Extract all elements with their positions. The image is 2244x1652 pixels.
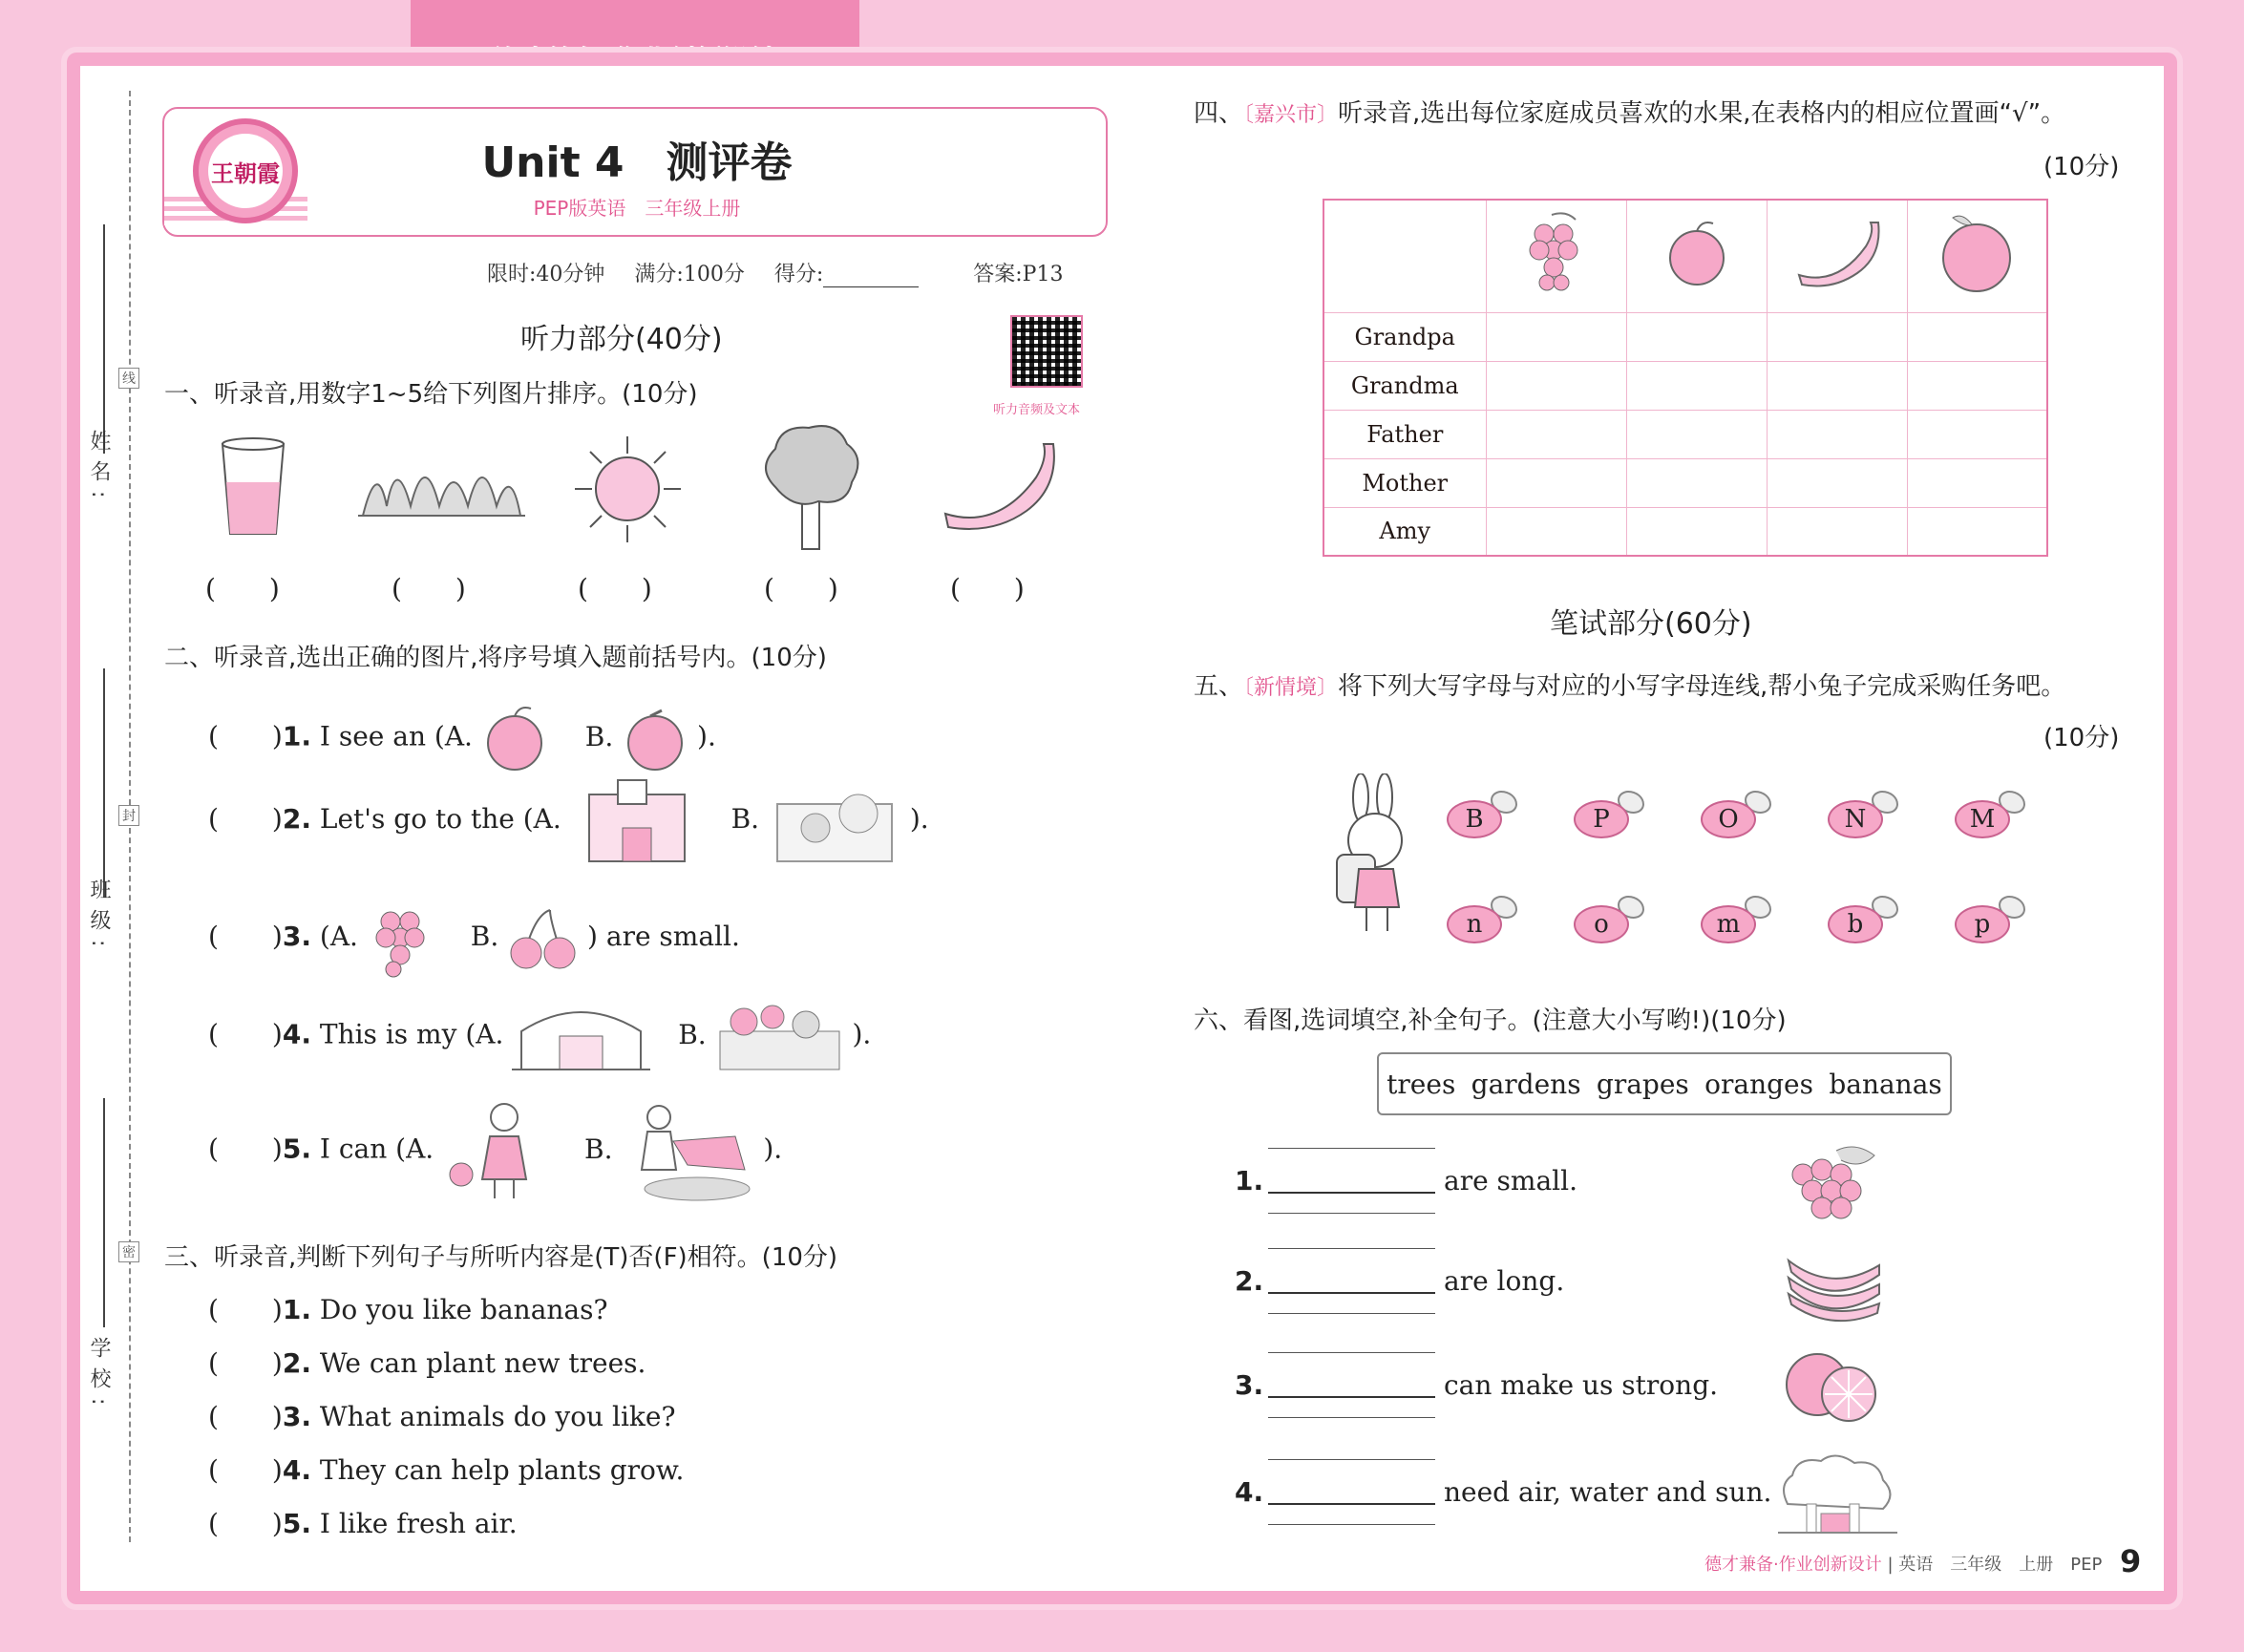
grapes-col xyxy=(1486,200,1626,312)
q2-mid-2: B. xyxy=(730,803,760,835)
q4-title xyxy=(1194,94,2065,129)
cell[interactable] xyxy=(1486,312,1626,361)
footer-info: | 英语 三年级 上册 PEP xyxy=(1887,1555,2103,1575)
school-line xyxy=(103,1098,105,1327)
word-option: trees xyxy=(1387,1068,1456,1100)
q4-prefix: 四、 xyxy=(1194,99,1244,128)
girl-watering-icon xyxy=(621,1098,754,1203)
q2-item-5 xyxy=(208,1098,782,1203)
q2-num-3: 3. xyxy=(282,921,311,952)
answer-paren[interactable]: ( ) xyxy=(208,1347,283,1379)
q3-item-3 xyxy=(208,1396,675,1434)
q2-after-2: ). xyxy=(909,803,929,835)
answer-line-3[interactable] xyxy=(1268,1396,1435,1398)
cell[interactable] xyxy=(1626,507,1767,556)
page-title: Unit 4 测评卷 xyxy=(481,138,793,187)
word-option: grapes xyxy=(1596,1068,1689,1100)
guide-line xyxy=(1268,1313,1435,1314)
q1-blank-5[interactable]: ( ) xyxy=(950,573,1025,604)
orange-col xyxy=(1907,200,2047,312)
word-option: gardens xyxy=(1471,1068,1581,1100)
answer-paren[interactable]: ( ) xyxy=(208,803,283,835)
page-number: 9 xyxy=(2120,1543,2142,1579)
answer-paren[interactable]: ( ) xyxy=(208,1294,283,1325)
cherries-icon xyxy=(507,905,579,972)
answer-paren[interactable]: ( ) xyxy=(208,921,283,952)
row-label-grandpa: Grandpa xyxy=(1323,312,1486,361)
qr-code-icon[interactable] xyxy=(1010,315,1083,388)
q1-blank-1[interactable]: ( ) xyxy=(205,573,280,604)
q1-title: 一、听录音,用数字1~5给下列图片排序。(10分) xyxy=(164,380,698,409)
q2-after-5: ). xyxy=(763,1133,783,1165)
q2-after-1: ). xyxy=(697,720,716,752)
row-grandma xyxy=(1323,361,2047,410)
q6-text-4: need air, water and sun. xyxy=(1444,1476,1772,1508)
upper-letter: M xyxy=(1955,800,2010,838)
glass-of-juice-icon xyxy=(215,434,291,540)
page-footer xyxy=(1704,1551,2102,1576)
guide-line xyxy=(1268,1213,1435,1214)
q2-num-2: 2. xyxy=(282,803,311,835)
lower-letter: p xyxy=(1955,905,2010,943)
q3-text-5: I like fresh air. xyxy=(319,1508,518,1539)
fruit-table-header xyxy=(1323,200,2047,312)
q3-num-4: 4. xyxy=(282,1454,311,1486)
q2-item-3 xyxy=(208,898,740,979)
exam-info xyxy=(487,258,1086,287)
footer-brand: 德才兼备·作业创新设计 xyxy=(1704,1555,1882,1575)
carrot-lower-1[interactable] xyxy=(1447,896,1517,945)
cell[interactable] xyxy=(1907,312,2047,361)
q3-title: 三、听录音,判断下列句子与所听内容是(T)否(F)相符。(10分) xyxy=(164,1243,838,1272)
cell[interactable] xyxy=(1907,361,2047,410)
apple-icon xyxy=(481,705,548,772)
upper-letter: N xyxy=(1828,800,1883,838)
apple-col xyxy=(1626,200,1767,312)
guide-line xyxy=(1268,1524,1435,1525)
score-label: 得分: xyxy=(773,263,824,286)
cell[interactable] xyxy=(1626,458,1767,507)
q6-text-1: are small. xyxy=(1444,1165,1577,1197)
q3-item-5 xyxy=(208,1503,518,1541)
trees-icon xyxy=(1778,1451,1897,1537)
cell[interactable] xyxy=(1626,312,1767,361)
word-bank xyxy=(1377,1052,1952,1115)
grapes-icon xyxy=(367,898,434,979)
cell[interactable] xyxy=(1907,458,2047,507)
lower-letter: b xyxy=(1828,905,1883,943)
q2-mid-4: B. xyxy=(678,1018,707,1050)
girl-gardening-icon xyxy=(442,1098,547,1203)
answer-paren[interactable]: ( ) xyxy=(208,720,283,752)
row-mother xyxy=(1323,458,2047,507)
q2-before-4: This is my (A. xyxy=(319,1018,504,1050)
fruit-table xyxy=(1323,199,2048,557)
guide-line xyxy=(1268,1417,1435,1418)
lower-letter: o xyxy=(1574,905,1629,943)
cell[interactable] xyxy=(1626,410,1767,458)
name-label: 姓名: xyxy=(87,430,111,508)
school-icon xyxy=(570,775,704,866)
writing-heading: 笔试部分(60分) xyxy=(1550,607,1752,641)
mark-line: 线 xyxy=(118,368,139,389)
mark-close: 密 xyxy=(118,1241,139,1262)
cell[interactable] xyxy=(1767,361,1907,410)
q2-mid-3: B. xyxy=(470,921,499,952)
q2-before-3: (A. xyxy=(319,921,358,952)
carrot-lower-5[interactable] xyxy=(1955,896,2025,945)
answer-paren[interactable]: ( ) xyxy=(208,1018,283,1050)
q2-before-2: Let's go to the (A. xyxy=(319,803,561,835)
carrot-upper-3[interactable] xyxy=(1701,791,1771,840)
guide-line xyxy=(1268,1352,1435,1353)
q6-num-3: 3. xyxy=(1235,1369,1264,1401)
q6-title: 六、看图,选词填空,补全句子。(注意大小写哟!)(10分) xyxy=(1194,1006,1787,1035)
class-line xyxy=(103,668,105,898)
answer-paren[interactable]: ( ) xyxy=(208,1401,283,1432)
listening-heading: 听力部分(40分) xyxy=(520,323,723,356)
q3-text-2: We can plant new trees. xyxy=(319,1347,646,1379)
banana-icon xyxy=(1794,218,1880,289)
garden-icon xyxy=(715,998,844,1074)
q2-before-1: I see an (A. xyxy=(319,720,473,752)
q6-num-2: 2. xyxy=(1235,1265,1264,1297)
q5-prefix: 五、 xyxy=(1194,672,1244,701)
title-header xyxy=(162,107,1108,237)
carrot-upper-2[interactable] xyxy=(1574,791,1644,840)
upper-letter: P xyxy=(1574,800,1629,838)
carrot-lower-4[interactable] xyxy=(1828,896,1898,945)
row-father xyxy=(1323,410,2047,458)
park-gate-icon xyxy=(512,998,650,1074)
q4-title-text: 听录音,选出每位家庭成员喜欢的水果,在表格内的相应位置画“√”。 xyxy=(1338,99,2066,128)
upper-letter: B xyxy=(1447,800,1502,838)
tree-icon xyxy=(756,420,866,554)
banana-col xyxy=(1767,200,1907,312)
q3-text-1: Do you like bananas? xyxy=(319,1294,608,1325)
q2-num-4: 4. xyxy=(282,1018,311,1050)
q6-num-1: 1. xyxy=(1235,1165,1264,1197)
q1-blank-4[interactable]: ( ) xyxy=(764,573,838,604)
upper-letter: O xyxy=(1701,800,1756,838)
class-label: 班级: xyxy=(87,879,111,957)
carrot-lower-3[interactable] xyxy=(1701,896,1771,945)
carrot-upper-5[interactable] xyxy=(1955,791,2025,840)
cell[interactable] xyxy=(1907,507,2047,556)
answer-paren[interactable]: ( ) xyxy=(208,1454,283,1486)
q3-num-3: 3. xyxy=(282,1401,311,1432)
orange-icon xyxy=(622,705,688,772)
q5-score: (10分) xyxy=(2043,724,2120,752)
q1-blank-3[interactable]: ( ) xyxy=(578,573,652,604)
qr-caption: 听力音频及文本 xyxy=(993,403,1081,417)
cell[interactable] xyxy=(1486,507,1626,556)
cell[interactable] xyxy=(1767,312,1907,361)
q2-before-5: I can (A. xyxy=(319,1133,434,1165)
row-amy xyxy=(1323,507,2047,556)
row-grandpa xyxy=(1323,312,2047,361)
q2-item-2 xyxy=(208,775,929,866)
word-option: oranges xyxy=(1704,1068,1813,1100)
q6-num-4: 4. xyxy=(1235,1476,1264,1508)
answer-line-2[interactable] xyxy=(1268,1292,1435,1294)
mark-seal: 封 xyxy=(118,805,139,826)
q3-text-4: They can help plants grow. xyxy=(319,1454,685,1486)
row-label-grandma: Grandma xyxy=(1323,361,1486,410)
carrot-upper-1[interactable] xyxy=(1447,791,1517,840)
grapes-icon xyxy=(1523,210,1590,296)
guide-line xyxy=(1268,1148,1435,1149)
time-limit: 限时:40分钟 xyxy=(487,263,605,286)
q3-text-3: What animals do you like? xyxy=(319,1401,676,1432)
row-label-father: Father xyxy=(1323,410,1486,458)
lower-letter: m xyxy=(1701,905,1756,943)
q2-after-3: ) are small. xyxy=(587,921,740,952)
apple-icon xyxy=(1663,218,1730,289)
answer-paren[interactable]: ( ) xyxy=(208,1133,283,1165)
rabbit-icon xyxy=(1332,773,1418,936)
q2-title: 二、听录音,选出正确的图片,将序号填入题前括号内。(10分) xyxy=(164,644,827,672)
q5-tag: 〔新情境〕 xyxy=(1243,676,1339,700)
lower-letter: n xyxy=(1447,905,1502,943)
logo-text: 王朝霞 xyxy=(208,134,283,208)
garden-grass-icon xyxy=(358,449,525,520)
q5-title-text: 将下列大写字母与对应的小写字母连线,帮小兔子完成采购任务吧。 xyxy=(1338,672,2066,701)
q4-score: (10分) xyxy=(2043,153,2120,181)
cell[interactable] xyxy=(1486,361,1626,410)
oranges-icon xyxy=(1784,1342,1884,1428)
q2-num-5: 5. xyxy=(282,1133,311,1165)
orange-icon xyxy=(1938,210,2015,296)
cell[interactable] xyxy=(1486,410,1626,458)
cell[interactable] xyxy=(1626,361,1767,410)
q1-blank-2[interactable]: ( ) xyxy=(392,573,466,604)
row-label-amy: Amy xyxy=(1323,507,1486,556)
cell[interactable] xyxy=(1767,410,1907,458)
sun-icon xyxy=(573,434,683,544)
corner-cell xyxy=(1323,200,1486,312)
full-score: 满分:100分 xyxy=(634,263,745,286)
q3-item-2 xyxy=(208,1343,646,1381)
q2-num-1: 1. xyxy=(282,720,311,752)
grapes-icon xyxy=(1784,1141,1884,1222)
q3-item-1 xyxy=(208,1289,608,1327)
word-option: bananas xyxy=(1829,1068,1942,1100)
cell[interactable] xyxy=(1767,458,1907,507)
page-subtitle: PEP版英语 三年级上册 xyxy=(533,197,741,220)
q3-num-1: 1. xyxy=(282,1294,311,1325)
q3-item-4 xyxy=(208,1450,684,1488)
school-label: 学校: xyxy=(87,1337,111,1415)
q2-after-4: ). xyxy=(852,1018,872,1050)
cell[interactable] xyxy=(1486,458,1626,507)
carrot-lower-2[interactable] xyxy=(1574,896,1644,945)
q2-item-1 xyxy=(208,705,716,772)
q4-tag: 〔嘉兴市〕 xyxy=(1243,103,1339,127)
answer-line-1[interactable] xyxy=(1268,1192,1435,1194)
q6-text-3: can make us strong. xyxy=(1444,1369,1719,1401)
name-line xyxy=(103,224,105,454)
q2-item-4 xyxy=(208,998,871,1074)
q2-mid-5: B. xyxy=(584,1133,613,1165)
score-blank[interactable] xyxy=(823,268,919,287)
carrot-upper-4[interactable] xyxy=(1828,791,1898,840)
answer-paren[interactable]: ( ) xyxy=(208,1508,283,1539)
answer-line-4[interactable] xyxy=(1268,1503,1435,1505)
guide-line xyxy=(1268,1248,1435,1249)
q3-num-2: 2. xyxy=(282,1347,311,1379)
cell[interactable] xyxy=(1907,410,2047,458)
q5-title xyxy=(1194,667,2065,702)
bananas-icon xyxy=(1784,1241,1884,1323)
row-label-mother: Mother xyxy=(1323,458,1486,507)
q6-text-2: are long. xyxy=(1444,1265,1565,1297)
zoo-icon xyxy=(768,775,901,866)
guide-line xyxy=(1268,1459,1435,1460)
q2-mid-1: B. xyxy=(584,720,614,752)
cell[interactable] xyxy=(1767,507,1907,556)
answer-ref: 答案:P13 xyxy=(973,263,1064,286)
banana-icon xyxy=(941,439,1055,535)
q3-num-5: 5. xyxy=(282,1508,311,1539)
